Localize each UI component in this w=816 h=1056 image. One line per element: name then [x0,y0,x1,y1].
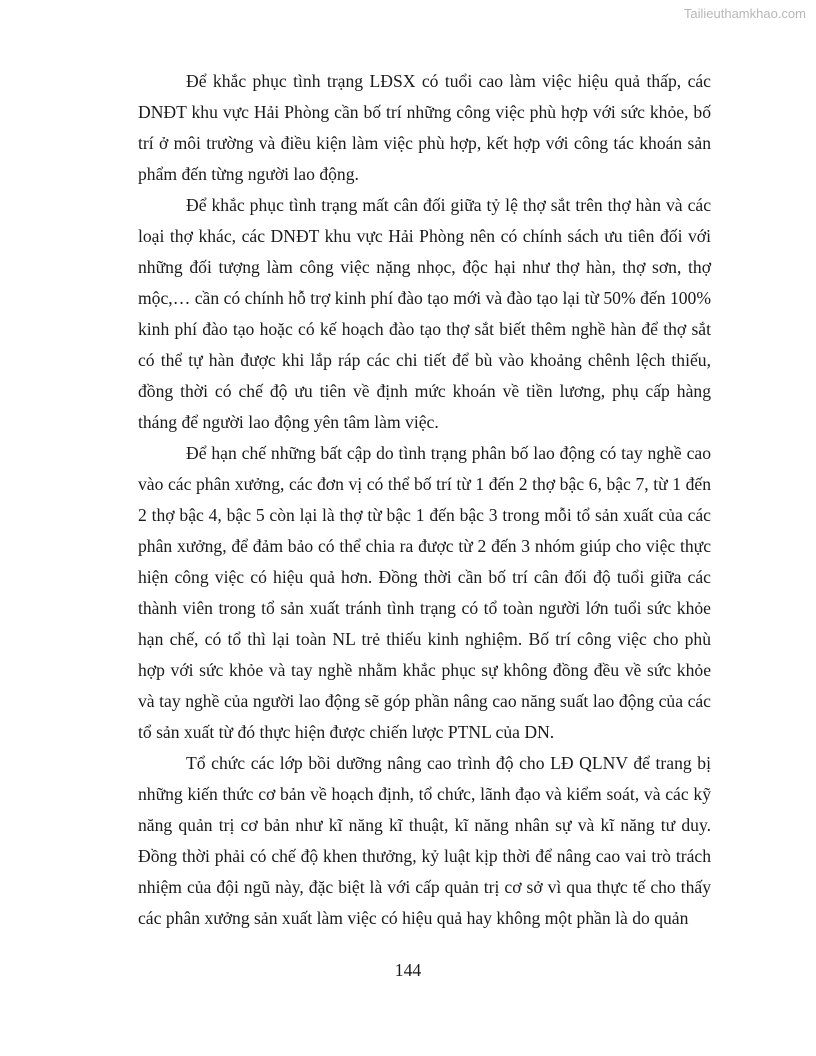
watermark: Tailieuthamkhao.com [683,6,806,21]
paragraph: Để khắc phục tình trạng mất cân đối giữa tỷ lệ thợ sắt trên thợ hàn và các loại thợ khác, các DNĐT khu vực Hải Phòng nên có chính sách ưu tiên đối với những đối tượng làm công việc nặng nhọc, độc hại như thợ hàn, thợ sơn, thợ mộc,… cần có chính hỗ trợ kinh phí đào tạo mới và đào tạo lại từ 50% đến 100% kinh phí đào tạo hoặc có kế hoạch đào tạo thợ sắt biết thêm nghề hàn để thợ sắt có thể tự hàn được khi lắp ráp các chi tiết để bù vào khoảng chênh lệch thiếu, đồng thời có chế độ ưu tiên về định mức khoán về tiền lương, phụ cấp hàng tháng để người lao động yên tâm làm việc. [138,195,711,432]
paragraph: Để hạn chế những bất cập do tình trạng phân bố lao động có tay nghề cao vào các phân xưởng, các đơn vị có thể bố trí từ 1 đến 2 thợ bậc 6, bậc 7, từ 1 đến 2 thợ bậc 4, bậc 5 còn lại là thợ từ bậc 1 đến bậc 3 trong mỗi tổ sản xuất của các phân xưởng, để đảm bảo có thể chia ra được từ 2 đến 3 nhóm giúp cho việc thực hiện công việc có hiệu quả hơn. Đồng thời cần bố trí cân đối độ tuổi giữa các thành viên trong tổ sản xuất tránh tình trạng có tổ toàn người lớn tuổi sức khỏe hạn chế, có tổ thì lại toàn NL trẻ thiếu kinh nghiệm. Bố trí công việc cho phù hợp với sức khỏe và tay nghề nhằm khắc phục sự không đồng đều về sức khỏe và tay nghề của người lao động sẽ góp phần nâng cao năng suất lao động của các tổ sản xuất từ đó thực hiện được chiến lược PTNL của DN. [138,443,711,742]
paragraph: Tổ chức các lớp bồi dưỡng nâng cao trình độ cho LĐ QLNV để trang bị những kiến thức cơ bản về hoạch định, tổ chức, lãnh đạo và kiểm soát, và các kỹ năng quản trị cơ bản như kĩ năng kĩ thuật, kĩ năng nhân sự và kĩ năng tư duy. Đồng thời phải có chế độ khen thưởng, kỷ luật kịp thời để nâng cao vai trò trách nhiệm của đội ngũ này, đặc biệt là với cấp quản trị cơ sở vì qua thực tế cho thấy các phân xưởng sản xuất làm việc có hiệu quả hay không một phần là do quản [138,753,711,928]
page-number: 144 [394,960,422,980]
document-body [138,66,711,934]
paragraph: Để khắc phục tình trạng LĐSX có tuổi cao làm việc hiệu quả thấp, các DNĐT khu vực Hải Phòng cần bố trí những công việc phù hợp với sức khỏe, bố trí ở môi trường và điều kiện làm việc phù hợp, kết hợp với công tác khoán sản phẩm đến từng người lao động. [138,71,711,184]
